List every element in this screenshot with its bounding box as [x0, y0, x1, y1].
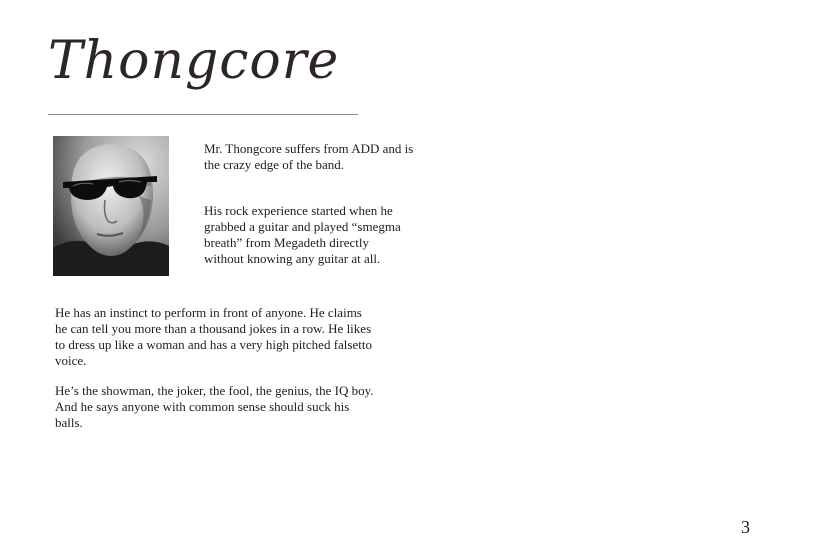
paragraph-line: Mr. Thongcore suffers from ADD and is — [204, 141, 414, 156]
paragraph-line: He has an instinct to perform in front of anyone. He claims — [55, 305, 362, 320]
title-divider — [48, 114, 358, 115]
paragraph-line: He’s the showman, the joker, the fool, the genius, the IQ boy. — [55, 383, 374, 398]
paragraph-line: His rock experience started when he — [204, 203, 393, 218]
page-number: 3 — [741, 517, 750, 537]
paragraph-line: he can tell you more than a thousand jokes in a row. He likes — [55, 321, 372, 336]
paragraph-line: grabbed a guitar and played “smegma — [204, 219, 401, 234]
paragraph-line: without knowing any guitar at all. — [204, 251, 381, 266]
paragraph-rock-experience — [204, 203, 401, 267]
page-title: Thongcore — [48, 31, 340, 91]
paragraph-intro — [204, 141, 413, 173]
paragraph-line: the crazy edge of the band. — [204, 157, 345, 172]
paragraph-showman — [55, 383, 374, 431]
paragraph-line: voice. — [55, 353, 87, 368]
member-portrait-photo — [53, 136, 169, 276]
paragraph-line: And he says anyone with common sense should suck his — [55, 399, 350, 414]
paragraph-line: breath” from Megadeth directly — [204, 235, 369, 250]
paragraph-line: balls. — [55, 415, 83, 430]
paragraph-instinct — [55, 305, 372, 369]
paragraph-line: to dress up like a woman and has a very high pitched falsetto — [55, 337, 372, 352]
